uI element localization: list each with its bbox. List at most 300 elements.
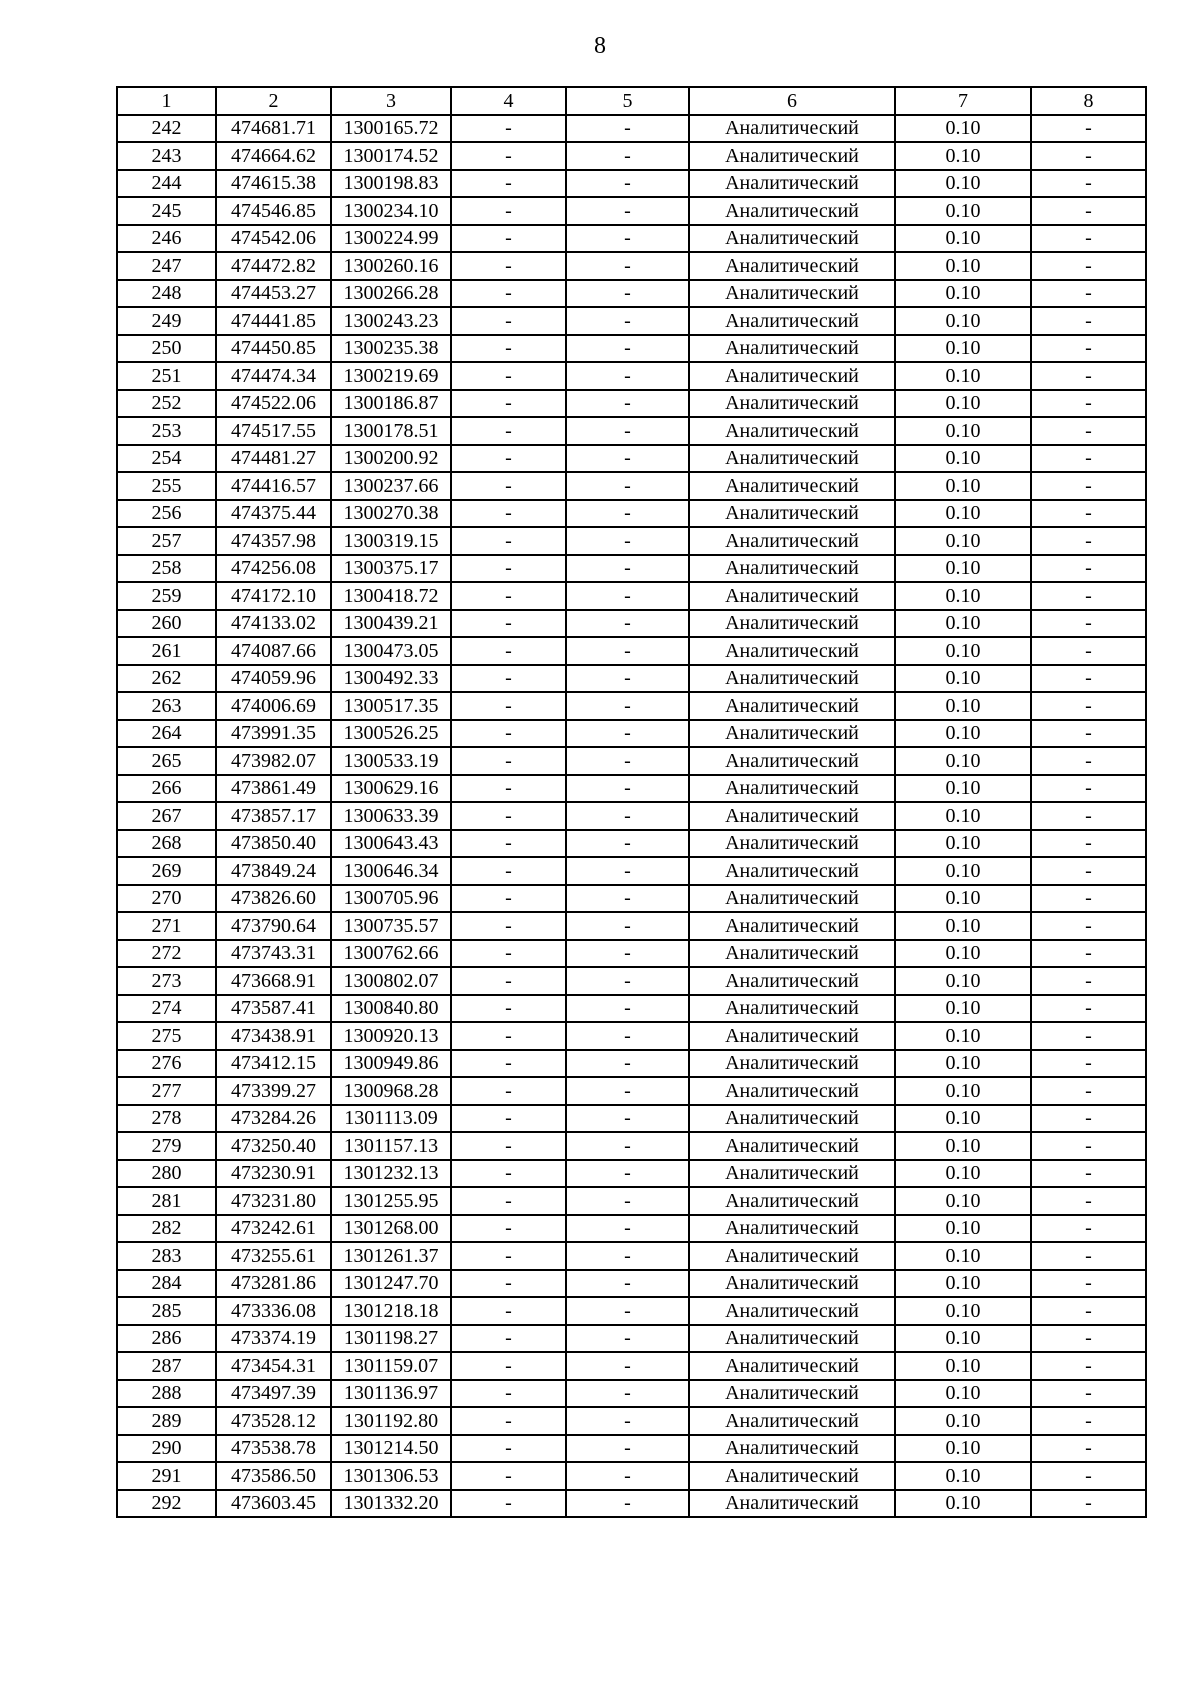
column-header: 7 [895, 87, 1031, 115]
column-4-cell: - [451, 830, 566, 858]
column-5-cell: - [566, 775, 689, 803]
y-coordinate-cell: 1300633.39 [331, 802, 451, 830]
column-5-cell: - [566, 1270, 689, 1298]
point-number-cell: 274 [117, 995, 216, 1023]
column-8-cell: - [1031, 885, 1146, 913]
y-coordinate-cell: 1300234.10 [331, 197, 451, 225]
point-number-cell: 265 [117, 747, 216, 775]
column-4-cell: - [451, 1050, 566, 1078]
y-coordinate-cell: 1301268.00 [331, 1215, 451, 1243]
accuracy-cell: 0.10 [895, 857, 1031, 885]
column-5-cell: - [566, 362, 689, 390]
point-number-cell: 276 [117, 1050, 216, 1078]
table-row [117, 1077, 1146, 1105]
column-5-cell: - [566, 940, 689, 968]
y-coordinate-cell: 1300802.07 [331, 967, 451, 995]
table-row [117, 1325, 1146, 1353]
column-8-cell: - [1031, 912, 1146, 940]
method-cell: Аналитический [689, 1435, 895, 1463]
accuracy-cell: 0.10 [895, 940, 1031, 968]
table-row [117, 1490, 1146, 1518]
point-number-cell: 249 [117, 307, 216, 335]
method-cell: Аналитический [689, 1325, 895, 1353]
column-4-cell: - [451, 1077, 566, 1105]
point-number-cell: 277 [117, 1077, 216, 1105]
accuracy-cell: 0.10 [895, 1050, 1031, 1078]
y-coordinate-cell: 1300243.23 [331, 307, 451, 335]
column-8-cell: - [1031, 417, 1146, 445]
point-number-cell: 254 [117, 445, 216, 473]
method-cell: Аналитический [689, 747, 895, 775]
point-number-cell: 251 [117, 362, 216, 390]
x-coordinate-cell: 474059.96 [216, 665, 331, 693]
accuracy-cell: 0.10 [895, 830, 1031, 858]
point-number-cell: 245 [117, 197, 216, 225]
x-coordinate-cell: 474615.38 [216, 170, 331, 198]
column-8-cell: - [1031, 775, 1146, 803]
y-coordinate-cell: 1300375.17 [331, 555, 451, 583]
column-4-cell: - [451, 1407, 566, 1435]
column-8-cell: - [1031, 1407, 1146, 1435]
column-8-cell: - [1031, 252, 1146, 280]
y-coordinate-cell: 1301113.09 [331, 1105, 451, 1133]
column-8-cell: - [1031, 665, 1146, 693]
column-4-cell: - [451, 1132, 566, 1160]
point-number-cell: 273 [117, 967, 216, 995]
accuracy-cell: 0.10 [895, 1380, 1031, 1408]
y-coordinate-cell: 1300235.38 [331, 335, 451, 363]
y-coordinate-cell: 1300319.15 [331, 527, 451, 555]
column-5-cell: - [566, 747, 689, 775]
y-coordinate-cell: 1300178.51 [331, 417, 451, 445]
point-number-cell: 290 [117, 1435, 216, 1463]
point-number-cell: 275 [117, 1022, 216, 1050]
method-cell: Аналитический [689, 445, 895, 473]
point-number-cell: 283 [117, 1242, 216, 1270]
column-8-cell: - [1031, 362, 1146, 390]
column-4-cell: - [451, 720, 566, 748]
column-8-cell: - [1031, 1160, 1146, 1188]
y-coordinate-cell: 1300219.69 [331, 362, 451, 390]
table-row [117, 362, 1146, 390]
table-row [117, 1270, 1146, 1298]
method-cell: Аналитический [689, 1160, 895, 1188]
method-cell: Аналитический [689, 1187, 895, 1215]
x-coordinate-cell: 473438.91 [216, 1022, 331, 1050]
accuracy-cell: 0.10 [895, 1160, 1031, 1188]
column-5-cell: - [566, 1462, 689, 1490]
column-4-cell: - [451, 1242, 566, 1270]
column-5-cell: - [566, 967, 689, 995]
method-cell: Аналитический [689, 362, 895, 390]
table-row [117, 692, 1146, 720]
table-row [117, 1022, 1146, 1050]
column-4-cell: - [451, 115, 566, 143]
accuracy-cell: 0.10 [895, 225, 1031, 253]
x-coordinate-cell: 473743.31 [216, 940, 331, 968]
method-cell: Аналитический [689, 720, 895, 748]
table-row [117, 1215, 1146, 1243]
x-coordinate-cell: 474450.85 [216, 335, 331, 363]
point-number-cell: 263 [117, 692, 216, 720]
table-row [117, 995, 1146, 1023]
column-5-cell: - [566, 1022, 689, 1050]
method-cell: Аналитический [689, 1022, 895, 1050]
method-cell: Аналитический [689, 197, 895, 225]
column-5-cell: - [566, 582, 689, 610]
column-5-cell: - [566, 720, 689, 748]
table-row [117, 1462, 1146, 1490]
column-4-cell: - [451, 197, 566, 225]
y-coordinate-cell: 1301136.97 [331, 1380, 451, 1408]
accuracy-cell: 0.10 [895, 1325, 1031, 1353]
y-coordinate-cell: 1301192.80 [331, 1407, 451, 1435]
point-number-cell: 279 [117, 1132, 216, 1160]
y-coordinate-cell: 1301247.70 [331, 1270, 451, 1298]
column-8-cell: - [1031, 115, 1146, 143]
column-4-cell: - [451, 1270, 566, 1298]
table-row [117, 445, 1146, 473]
y-coordinate-cell: 1300629.16 [331, 775, 451, 803]
method-cell: Аналитический [689, 1242, 895, 1270]
column-8-cell: - [1031, 692, 1146, 720]
x-coordinate-cell: 473284.26 [216, 1105, 331, 1133]
y-coordinate-cell: 1300968.28 [331, 1077, 451, 1105]
y-coordinate-cell: 1300174.52 [331, 142, 451, 170]
method-cell: Аналитический [689, 692, 895, 720]
column-8-cell: - [1031, 1435, 1146, 1463]
column-8-cell: - [1031, 335, 1146, 363]
method-cell: Аналитический [689, 830, 895, 858]
column-5-cell: - [566, 500, 689, 528]
column-5-cell: - [566, 1077, 689, 1105]
point-number-cell: 268 [117, 830, 216, 858]
accuracy-cell: 0.10 [895, 582, 1031, 610]
method-cell: Аналитический [689, 582, 895, 610]
y-coordinate-cell: 1300920.13 [331, 1022, 451, 1050]
point-number-cell: 286 [117, 1325, 216, 1353]
accuracy-cell: 0.10 [895, 472, 1031, 500]
point-number-cell: 248 [117, 280, 216, 308]
table-row [117, 857, 1146, 885]
accuracy-cell: 0.10 [895, 1352, 1031, 1380]
x-coordinate-cell: 474416.57 [216, 472, 331, 500]
table-row [117, 1105, 1146, 1133]
table-row [117, 555, 1146, 583]
column-8-cell: - [1031, 967, 1146, 995]
column-5-cell: - [566, 1407, 689, 1435]
x-coordinate-cell: 474517.55 [216, 417, 331, 445]
y-coordinate-cell: 1300237.66 [331, 472, 451, 500]
table-row [117, 775, 1146, 803]
table-row [117, 500, 1146, 528]
accuracy-cell: 0.10 [895, 445, 1031, 473]
column-5-cell: - [566, 610, 689, 638]
column-5-cell: - [566, 1242, 689, 1270]
method-cell: Аналитический [689, 1462, 895, 1490]
column-header: 1 [117, 87, 216, 115]
x-coordinate-cell: 474133.02 [216, 610, 331, 638]
column-8-cell: - [1031, 1352, 1146, 1380]
column-8-cell: - [1031, 445, 1146, 473]
column-8-cell: - [1031, 1132, 1146, 1160]
method-cell: Аналитический [689, 225, 895, 253]
column-4-cell: - [451, 857, 566, 885]
accuracy-cell: 0.10 [895, 307, 1031, 335]
column-5-cell: - [566, 1050, 689, 1078]
column-5-cell: - [566, 995, 689, 1023]
table-row [117, 1187, 1146, 1215]
column-5-cell: - [566, 1297, 689, 1325]
point-number-cell: 267 [117, 802, 216, 830]
column-5-cell: - [566, 115, 689, 143]
y-coordinate-cell: 1300533.19 [331, 747, 451, 775]
table-row [117, 665, 1146, 693]
accuracy-cell: 0.10 [895, 1077, 1031, 1105]
accuracy-cell: 0.10 [895, 885, 1031, 913]
column-5-cell: - [566, 1490, 689, 1518]
column-4-cell: - [451, 445, 566, 473]
table-row [117, 170, 1146, 198]
x-coordinate-cell: 474441.85 [216, 307, 331, 335]
accuracy-cell: 0.10 [895, 720, 1031, 748]
point-number-cell: 269 [117, 857, 216, 885]
column-4-cell: - [451, 1352, 566, 1380]
column-8-cell: - [1031, 802, 1146, 830]
table-row [117, 1407, 1146, 1435]
column-4-cell: - [451, 802, 566, 830]
column-5-cell: - [566, 1132, 689, 1160]
accuracy-cell: 0.10 [895, 912, 1031, 940]
y-coordinate-cell: 1301157.13 [331, 1132, 451, 1160]
column-4-cell: - [451, 1187, 566, 1215]
column-4-cell: - [451, 582, 566, 610]
table-row [117, 1132, 1146, 1160]
x-coordinate-cell: 473991.35 [216, 720, 331, 748]
column-header: 4 [451, 87, 566, 115]
method-cell: Аналитический [689, 390, 895, 418]
column-5-cell: - [566, 445, 689, 473]
method-cell: Аналитический [689, 1105, 895, 1133]
accuracy-cell: 0.10 [895, 527, 1031, 555]
x-coordinate-cell: 473826.60 [216, 885, 331, 913]
x-coordinate-cell: 473281.86 [216, 1270, 331, 1298]
accuracy-cell: 0.10 [895, 1132, 1031, 1160]
y-coordinate-cell: 1300266.28 [331, 280, 451, 308]
column-4-cell: - [451, 1297, 566, 1325]
column-4-cell: - [451, 912, 566, 940]
column-5-cell: - [566, 802, 689, 830]
column-8-cell: - [1031, 1187, 1146, 1215]
point-number-cell: 282 [117, 1215, 216, 1243]
point-number-cell: 284 [117, 1270, 216, 1298]
accuracy-cell: 0.10 [895, 1022, 1031, 1050]
x-coordinate-cell: 473587.41 [216, 995, 331, 1023]
column-8-cell: - [1031, 582, 1146, 610]
column-8-cell: - [1031, 555, 1146, 583]
column-4-cell: - [451, 307, 566, 335]
accuracy-cell: 0.10 [895, 1462, 1031, 1490]
x-coordinate-cell: 473857.17 [216, 802, 331, 830]
column-4-cell: - [451, 775, 566, 803]
point-number-cell: 252 [117, 390, 216, 418]
x-coordinate-cell: 474481.27 [216, 445, 331, 473]
column-4-cell: - [451, 417, 566, 445]
point-number-cell: 285 [117, 1297, 216, 1325]
column-4-cell: - [451, 1160, 566, 1188]
point-number-cell: 289 [117, 1407, 216, 1435]
column-4-cell: - [451, 747, 566, 775]
column-5-cell: - [566, 830, 689, 858]
column-8-cell: - [1031, 1242, 1146, 1270]
table-row [117, 225, 1146, 253]
table-row [117, 280, 1146, 308]
accuracy-cell: 0.10 [895, 1215, 1031, 1243]
x-coordinate-cell: 473255.61 [216, 1242, 331, 1270]
column-4-cell: - [451, 1435, 566, 1463]
method-cell: Аналитический [689, 527, 895, 555]
point-number-cell: 272 [117, 940, 216, 968]
accuracy-cell: 0.10 [895, 665, 1031, 693]
y-coordinate-cell: 1301198.27 [331, 1325, 451, 1353]
column-4-cell: - [451, 170, 566, 198]
column-5-cell: - [566, 170, 689, 198]
x-coordinate-cell: 473586.50 [216, 1462, 331, 1490]
column-5-cell: - [566, 1352, 689, 1380]
column-8-cell: - [1031, 720, 1146, 748]
table-row [117, 830, 1146, 858]
method-cell: Аналитический [689, 912, 895, 940]
x-coordinate-cell: 473497.39 [216, 1380, 331, 1408]
x-coordinate-cell: 474681.71 [216, 115, 331, 143]
accuracy-cell: 0.10 [895, 1105, 1031, 1133]
point-number-cell: 259 [117, 582, 216, 610]
accuracy-cell: 0.10 [895, 280, 1031, 308]
column-8-cell: - [1031, 857, 1146, 885]
table-row [117, 1242, 1146, 1270]
table-row [117, 1435, 1146, 1463]
accuracy-cell: 0.10 [895, 1407, 1031, 1435]
column-4-cell: - [451, 555, 566, 583]
column-8-cell: - [1031, 610, 1146, 638]
column-5-cell: - [566, 665, 689, 693]
column-header: 8 [1031, 87, 1146, 115]
y-coordinate-cell: 1301218.18 [331, 1297, 451, 1325]
accuracy-cell: 0.10 [895, 747, 1031, 775]
table-row [117, 940, 1146, 968]
y-coordinate-cell: 1300643.43 [331, 830, 451, 858]
column-5-cell: - [566, 1325, 689, 1353]
x-coordinate-cell: 473790.64 [216, 912, 331, 940]
column-4-cell: - [451, 995, 566, 1023]
column-4-cell: - [451, 142, 566, 170]
x-coordinate-cell: 474522.06 [216, 390, 331, 418]
x-coordinate-cell: 473412.15 [216, 1050, 331, 1078]
x-coordinate-cell: 473230.91 [216, 1160, 331, 1188]
table-row [117, 1050, 1146, 1078]
y-coordinate-cell: 1300418.72 [331, 582, 451, 610]
column-header: 2 [216, 87, 331, 115]
method-cell: Аналитический [689, 500, 895, 528]
accuracy-cell: 0.10 [895, 170, 1031, 198]
point-number-cell: 258 [117, 555, 216, 583]
table-row [117, 197, 1146, 225]
point-number-cell: 244 [117, 170, 216, 198]
accuracy-cell: 0.10 [895, 252, 1031, 280]
point-number-cell: 246 [117, 225, 216, 253]
x-coordinate-cell: 473336.08 [216, 1297, 331, 1325]
method-cell: Аналитический [689, 307, 895, 335]
table-row [117, 747, 1146, 775]
column-8-cell: - [1031, 390, 1146, 418]
table-row [117, 307, 1146, 335]
column-8-cell: - [1031, 170, 1146, 198]
x-coordinate-cell: 474453.27 [216, 280, 331, 308]
accuracy-cell: 0.10 [895, 142, 1031, 170]
table-row [117, 390, 1146, 418]
y-coordinate-cell: 1300186.87 [331, 390, 451, 418]
table-row [117, 417, 1146, 445]
method-cell: Аналитический [689, 1132, 895, 1160]
point-number-cell: 255 [117, 472, 216, 500]
x-coordinate-cell: 474546.85 [216, 197, 331, 225]
column-4-cell: - [451, 527, 566, 555]
column-4-cell: - [451, 472, 566, 500]
method-cell: Аналитический [689, 995, 895, 1023]
column-4-cell: - [451, 252, 566, 280]
method-cell: Аналитический [689, 252, 895, 280]
column-8-cell: - [1031, 1380, 1146, 1408]
column-5-cell: - [566, 1160, 689, 1188]
point-number-cell: 266 [117, 775, 216, 803]
accuracy-cell: 0.10 [895, 802, 1031, 830]
x-coordinate-cell: 474542.06 [216, 225, 331, 253]
y-coordinate-cell: 1300270.38 [331, 500, 451, 528]
method-cell: Аналитический [689, 170, 895, 198]
accuracy-cell: 0.10 [895, 115, 1031, 143]
table-row [117, 252, 1146, 280]
method-cell: Аналитический [689, 665, 895, 693]
column-header: 3 [331, 87, 451, 115]
table-row [117, 115, 1146, 143]
x-coordinate-cell: 474357.98 [216, 527, 331, 555]
column-8-cell: - [1031, 280, 1146, 308]
column-5-cell: - [566, 1187, 689, 1215]
column-8-cell: - [1031, 1215, 1146, 1243]
method-cell: Аналитический [689, 1077, 895, 1105]
coordinates-table [116, 86, 1147, 1518]
y-coordinate-cell: 1300200.92 [331, 445, 451, 473]
table-row [117, 527, 1146, 555]
column-5-cell: - [566, 142, 689, 170]
method-cell: Аналитический [689, 610, 895, 638]
accuracy-cell: 0.10 [895, 692, 1031, 720]
accuracy-cell: 0.10 [895, 335, 1031, 363]
y-coordinate-cell: 1301332.20 [331, 1490, 451, 1518]
column-4-cell: - [451, 362, 566, 390]
point-number-cell: 256 [117, 500, 216, 528]
method-cell: Аналитический [689, 555, 895, 583]
column-4-cell: - [451, 390, 566, 418]
y-coordinate-cell: 1300517.35 [331, 692, 451, 720]
method-cell: Аналитический [689, 637, 895, 665]
column-8-cell: - [1031, 225, 1146, 253]
table-row [117, 637, 1146, 665]
y-coordinate-cell: 1301159.07 [331, 1352, 451, 1380]
y-coordinate-cell: 1301306.53 [331, 1462, 451, 1490]
column-5-cell: - [566, 912, 689, 940]
accuracy-cell: 0.10 [895, 417, 1031, 445]
